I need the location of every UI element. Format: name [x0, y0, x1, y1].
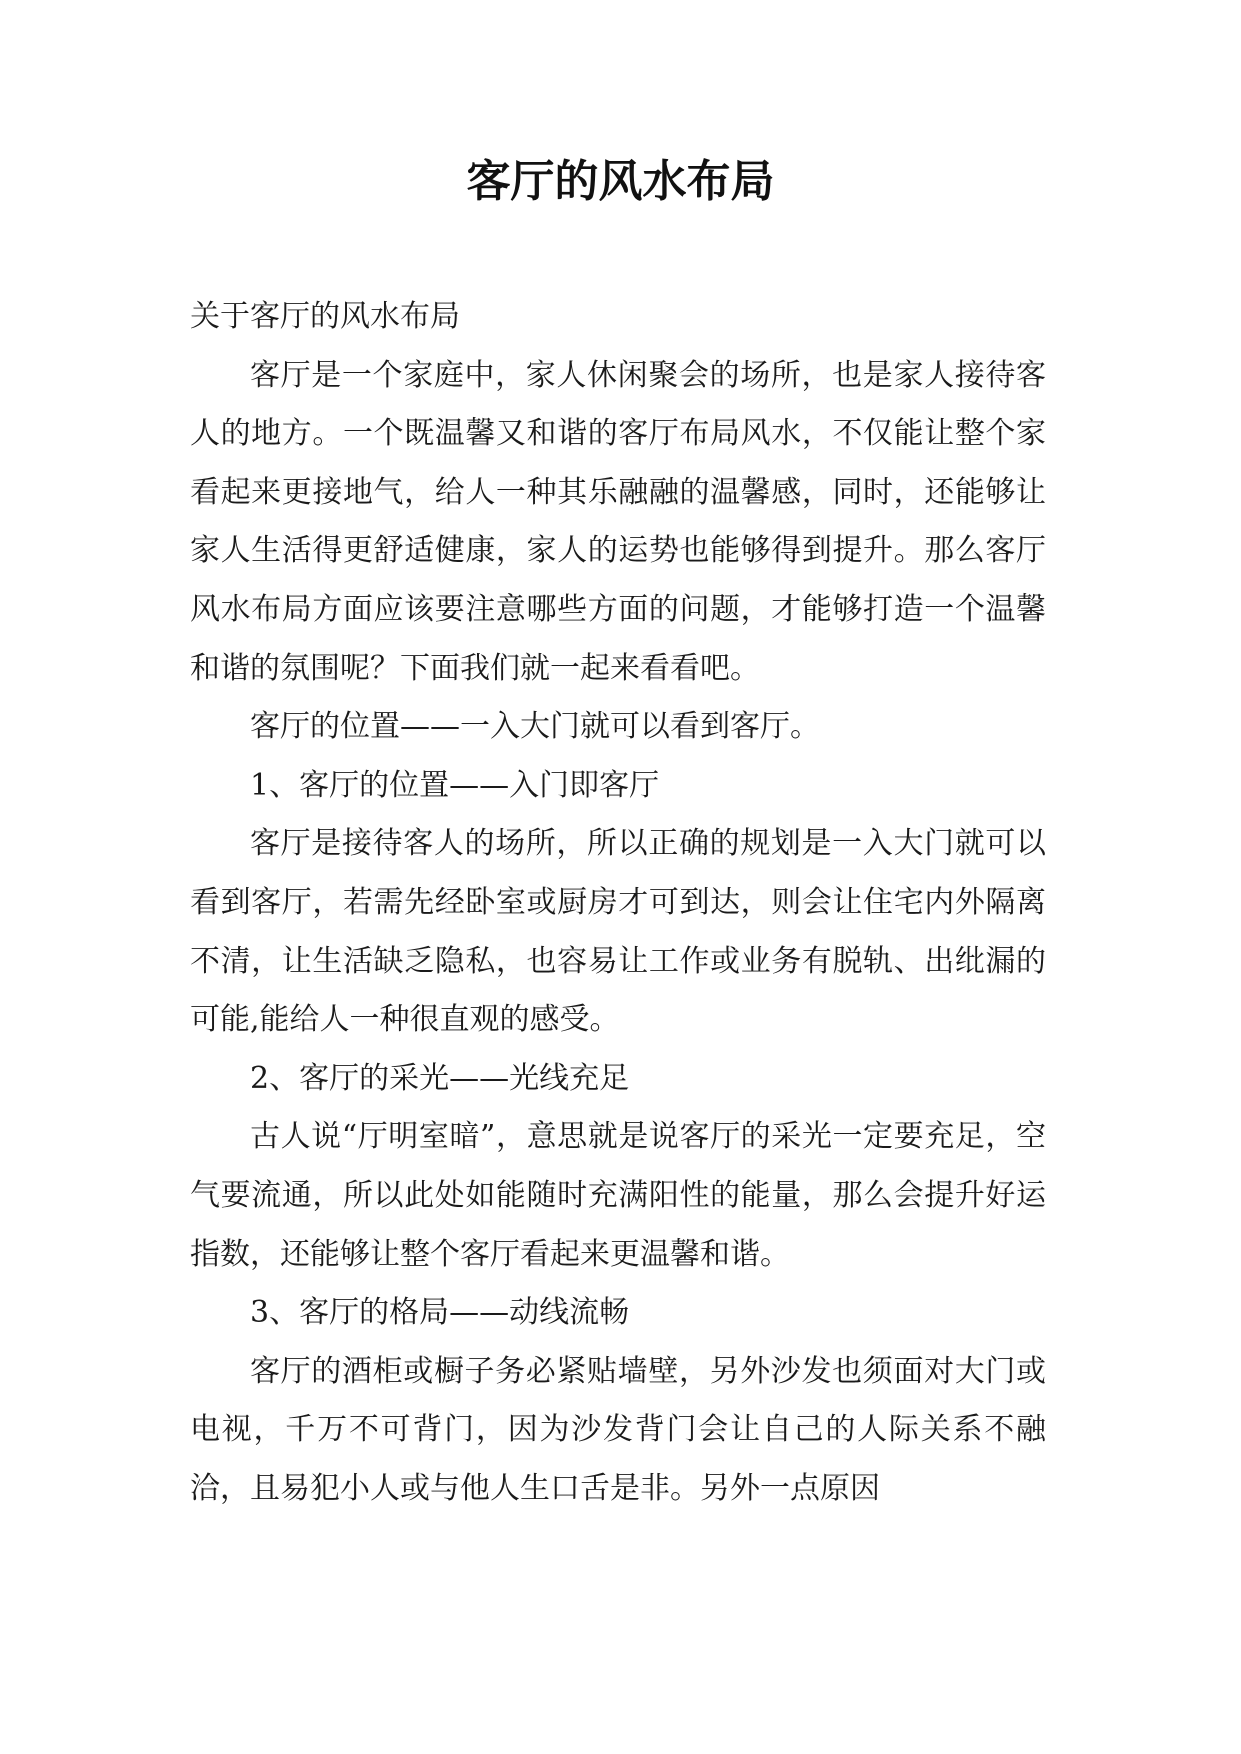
document-body: [190, 288, 1046, 1518]
section-heading-layout: 3、客厅的格局——动线流畅: [250, 1295, 630, 1331]
paragraph-layout: 客厅的酒柜或橱子务必紧贴墙壁，另外沙发也须面对大门或电视，千万不可背门，因为沙发背门会让自己的人际关系不融洽，且易犯小人或与他人生口舌是非。另外一点原因: [190, 1353, 1046, 1506]
document-title: 客厅的风水布局: [466, 156, 775, 207]
section-heading-location: 1、客厅的位置——入门即客厅: [250, 767, 660, 803]
paragraph-intro: 客厅是一个家庭中，家人休闲聚会的场所，也是家人接待客人的地方。一个既温馨又和谐的客厅布局风水，不仅能让整个家看起来更接地气，给人一种其乐融融的温馨感，同时，还能够让家人生活得更舒适健康，家人的运势也能够得到提升。那么客厅风水布局方面应该要注意哪些方面的问题，才能够打造一个温馨和谐的氛围呢？下面我们就一起来看看吧。: [190, 357, 1046, 686]
paragraph-lighting: 古人说“厅明室暗”，意思就是说客厅的采光一定要充足，空气要流通，所以此处如能随时充满阳性的能量，那么会提升好运指数，还能够让整个客厅看起来更温馨和谐。: [190, 1119, 1046, 1272]
paragraph-location: 客厅是接待客人的场所，所以正确的规划是一入大门就可以看到客厅，若需先经卧室或厨房才可到达，则会让住宅内外隔离不清，让生活缺乏隐私，也容易让工作或业务有脱轨、出纰漏的可能,能给人一种很直观的感受。: [190, 826, 1046, 1038]
paragraph-location-summary: 客厅的位置——一入大门就可以看到客厅。: [250, 709, 820, 745]
section-heading-lighting: 2、客厅的采光——光线充足: [250, 1060, 630, 1096]
document-subtitle: 关于客厅的风水布局: [190, 299, 460, 334]
